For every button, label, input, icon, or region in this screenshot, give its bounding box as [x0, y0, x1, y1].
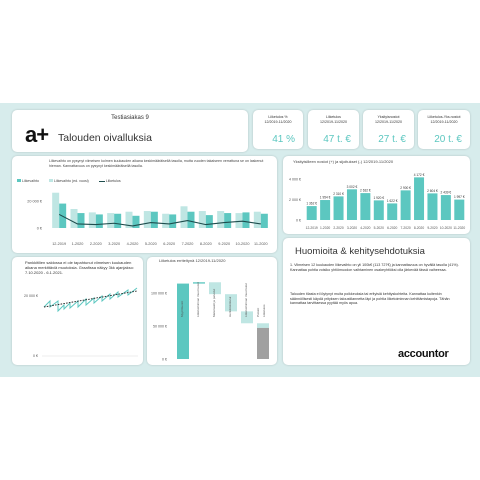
y-tick-label: 0 €: [296, 218, 301, 223]
x-tick-label: 1-2020: [319, 226, 331, 230]
y-tick-label: 0 €: [33, 354, 38, 358]
data-label: 4 172 €: [413, 172, 425, 177]
bar-prev-revenue: [199, 211, 206, 228]
y-tick-label: 100 000 €: [151, 291, 167, 296]
kpi-label: Liiketulos % 12/2019-11/2020: [264, 115, 292, 124]
accountor-logo: accountor: [398, 348, 449, 360]
kpi-value: 27 t. €: [378, 134, 406, 145]
x-tick-label: 1-2020: [71, 242, 84, 246]
x-tick-label: Liiketoiminnan muut tuotot: [196, 281, 200, 317]
data-label: 2 900 €: [400, 185, 411, 190]
withdrawals-card: [283, 156, 470, 234]
bar-prev-revenue: [144, 211, 151, 228]
x-tick-label: 4-2020: [126, 242, 139, 246]
x-tick-label: 10-2020: [235, 242, 250, 246]
kpi-label: Liiketulos-Yks.nostot 12/2019-11/2020: [427, 115, 461, 124]
kpi-value: 47 t. €: [323, 134, 351, 145]
x-tick-label: Myyntituotot: [180, 300, 184, 317]
waterfall-step: [257, 323, 269, 328]
bar-revenue: [114, 214, 121, 228]
y-tick-label: 4 000 €: [289, 177, 301, 182]
x-tick-label: 5-2020: [144, 242, 157, 246]
bar-revenue: [206, 215, 213, 228]
bar-revenue: [151, 212, 158, 228]
bar-revenue: [243, 212, 250, 228]
bar-withdrawal: [387, 203, 397, 220]
bar-withdrawal: [414, 177, 424, 220]
cash-commentary: Pankkitilien saldossa ei ole tapahtunut viimeisen kuukauden aikana merkittäviä muutoksia. Graafissa näkyy 3kk ajanjakso: 7.10.2020 - 6.1.2021.: [25, 260, 134, 275]
kpi-label: Liiketulos 12/2019-11/2020: [320, 115, 347, 124]
y-tick-label: 0 €: [36, 226, 42, 231]
cash-card: [12, 257, 143, 365]
x-tick-label: 2-2020: [333, 226, 344, 230]
bar-revenue: [96, 214, 103, 228]
kpi-label: Yksityisnostot 12/2019-11/2020: [375, 115, 402, 124]
data-label: 2 604 €: [427, 188, 438, 193]
balance-line: [44, 288, 137, 311]
bar-revenue: [188, 212, 195, 228]
revenue-commentary: Liikevaihto on pysynyt viimeisen kolmen kuukauden aikana keskimääräisellä tasolla, mutta vuoden takaiseen verrattuna se on laskenut hieman. Kannattavuus on pysynyt keskimääräisellä tasolla.: [49, 159, 264, 168]
data-label: 3 002 €: [346, 184, 358, 189]
bar-withdrawal: [360, 193, 370, 220]
bar-prev-revenue: [162, 214, 169, 228]
bar-withdrawal: [374, 200, 384, 220]
data-label: 1 622 €: [386, 198, 398, 203]
kpi-value: 20 t. €: [434, 134, 462, 145]
bar-prev-revenue: [89, 212, 96, 228]
bar-withdrawal: [454, 200, 464, 220]
aplus-logo: a+: [25, 122, 49, 147]
bar-operating-result: [257, 328, 269, 359]
bar-withdrawal: [347, 189, 357, 220]
bar-prev-revenue: [107, 213, 114, 228]
x-tick-label: Henkilöstökulut: [228, 296, 232, 317]
bar-prev-revenue: [181, 206, 188, 228]
x-tick-label: 9-2020: [427, 226, 438, 230]
bar-prev-revenue: [236, 213, 243, 228]
bar-withdrawal: [307, 206, 317, 220]
y-tick-label: 2 000 €: [289, 198, 301, 203]
x-tick-label: 8-2020: [199, 242, 212, 246]
bar-withdrawal: [320, 200, 330, 220]
revenue-chart[interactable]: [12, 156, 277, 253]
bar-withdrawal: [427, 193, 437, 220]
x-tick-label: 6-2020: [163, 242, 176, 246]
header-card: [12, 110, 248, 152]
withdrawals-chart[interactable]: [283, 156, 470, 234]
x-tick-label: 7-2020: [400, 226, 411, 230]
bar-withdrawal: [334, 196, 344, 220]
x-tick-label: Liiketoiminnan muut kulut: [244, 283, 248, 317]
x-tick-label: 4-2020: [360, 226, 371, 230]
x-tick-label: 11-2020: [453, 226, 466, 230]
kpi-card-profit[interactable]: [308, 110, 359, 149]
kpi-value: 41 %: [272, 134, 295, 145]
waterfall-title: Liiketulos erriteltynä 12/2019-11/2020: [159, 258, 226, 263]
bar-prev-revenue: [52, 193, 59, 228]
kpi-card-withdrawals[interactable]: [363, 110, 414, 149]
withdrawals-title: Yksityisilleen nostot (+) ja sijoitukset (-) 12/2019-11/2020: [293, 159, 394, 164]
x-tick-label: 11-2020: [254, 242, 268, 246]
notes-paragraph-1: 1. Viimeisen 12 kuukauden liikevaihto on yli 100k€ (113 727€) ja kannattavuus on hyvällä tasolla (41%). Kannattaa pohtia voisiko yhtiömuodon vaihtaminen osakeyhtiöksi olla järkevää tässä vaiheessa.: [290, 263, 459, 272]
x-tick-label: 12-2019: [305, 226, 318, 230]
notes-paragraph-2: Talouden tilasta ei löytynyt muita poikkeuksia tai erityisiä kehityskohteita. Kannattaa kuitenkin säännöllisesti käydä yrityksen taloustilannetta läpi ja pohtia liiketoiminnan kehittämistapoja. Tähän kannattaa tarvittaessa pyytää myös apua.: [290, 292, 450, 306]
x-tick-label: 5-2020: [373, 226, 384, 230]
y-tick-label: 0 €: [162, 357, 167, 362]
y-tick-label: 20 000 €: [27, 199, 42, 204]
data-label: 2 632 €: [360, 188, 371, 193]
waterfall-card: [147, 257, 277, 365]
bar-revenue: [224, 213, 231, 228]
bar-prev-revenue: [71, 209, 78, 228]
x-tick-label: 8-2020: [413, 226, 425, 230]
y-tick-label: 50 000 €: [153, 324, 167, 329]
data-label: 1 997 €: [453, 195, 465, 200]
x-tick-label: 12-2019: [52, 242, 67, 246]
x-tick-label: Liiketulos: [262, 304, 266, 317]
x-tick-label: 3-2020: [346, 226, 358, 230]
revenue-card: [12, 156, 277, 253]
bar-withdrawal: [441, 195, 451, 220]
data-label: 1 362 €: [306, 201, 318, 206]
y-tick-label: 20 000 €: [24, 294, 38, 298]
bar-revenue: [78, 213, 85, 228]
x-tick-label: 9-2020: [218, 242, 231, 246]
kpi-card-profit-minus-withdrawals[interactable]: [418, 110, 470, 149]
bar-withdrawal: [401, 190, 411, 220]
data-label: 1 920 €: [373, 195, 385, 200]
x-tick-label: Poistot: [256, 307, 260, 317]
waterfall-step: [177, 284, 189, 359]
x-tick-label: 10-2020: [439, 226, 452, 230]
x-tick-label: 2-2020: [89, 242, 102, 246]
notes-title: Huomioita & kehitysehdotuksia: [295, 246, 425, 257]
x-tick-label: 7-2020: [181, 242, 194, 246]
waterfall-chart[interactable]: [147, 257, 277, 365]
kpi-card-profit-percent[interactable]: [253, 110, 303, 149]
data-label: 2 439 €: [440, 190, 452, 195]
legend-item-profit[interactable]: Liiketulos: [99, 179, 121, 183]
bar-prev-revenue: [217, 211, 224, 228]
client-name: Testiasiakas 9: [111, 115, 149, 121]
data-label: 1 954 €: [319, 195, 331, 200]
data-label: 2 310 €: [333, 191, 344, 196]
page-title: Talouden oivalluksia: [58, 132, 152, 144]
x-tick-label: Materiaalit ja palvelut: [212, 288, 216, 317]
cash-chart[interactable]: [12, 257, 143, 365]
bar-revenue: [261, 214, 268, 228]
legend-item-revenue[interactable]: Liikevaihto: [17, 179, 39, 183]
bar-prev-revenue: [254, 212, 261, 228]
x-tick-label: 3-2020: [108, 242, 121, 246]
bar-revenue: [169, 214, 176, 228]
legend-item-prev-revenue[interactable]: Liikevaihto (ed. vuosi): [49, 179, 89, 183]
notes-card: [283, 238, 470, 365]
x-tick-label: 6-2020: [387, 226, 398, 230]
